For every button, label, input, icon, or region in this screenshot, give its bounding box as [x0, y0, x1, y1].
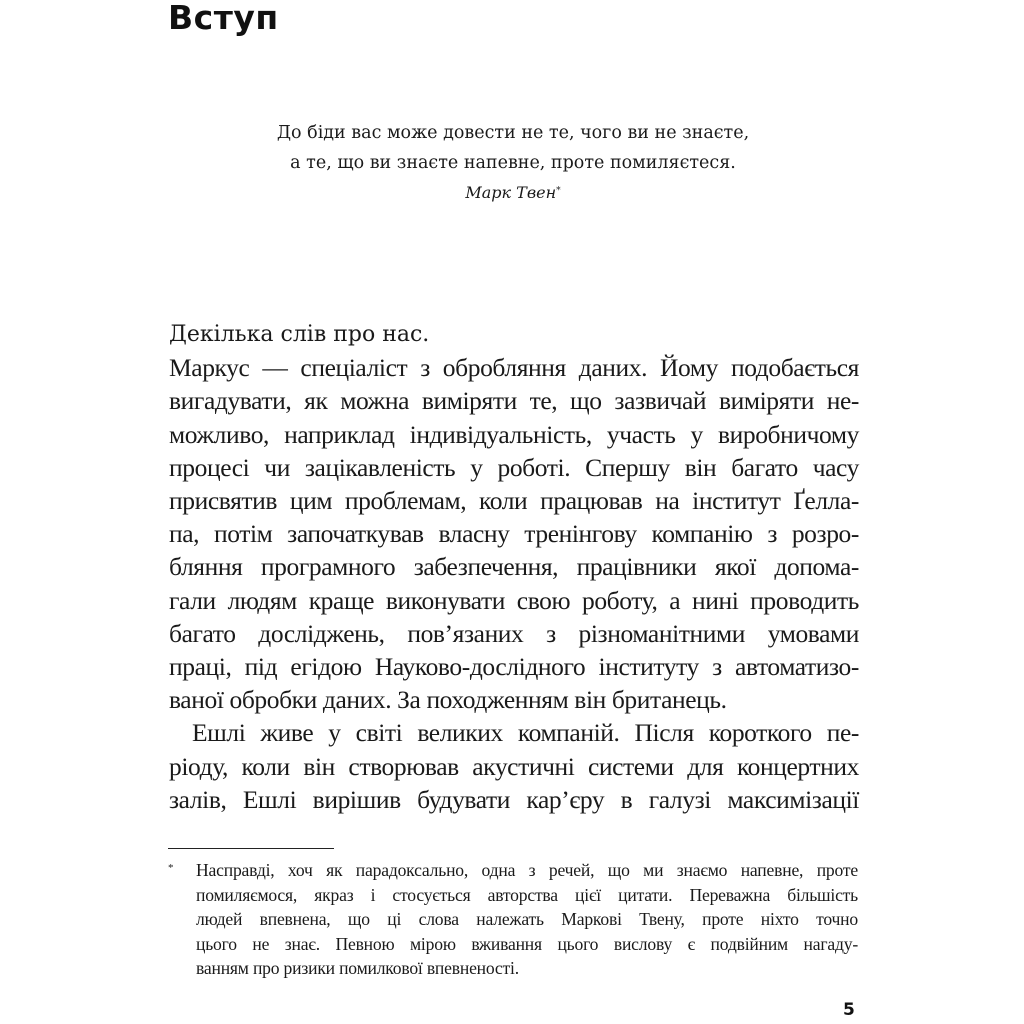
text-line: багато досліджень, пов’язаних з різноманітними умовами [169, 618, 859, 648]
footnote-line: помиляємося, якраз і стосується авторства цієї цитати. Переважна більшість [196, 884, 858, 905]
epigraph-author-name: Марк Твен [465, 183, 557, 202]
footnote-line: цього не знає. Певною мірою вживання цього вислову є подвійним нагаду- [196, 933, 858, 954]
text-line: ріоду, коли він створював акустичні системи для концертних [169, 751, 859, 781]
text-line: вигадувати, як можна виміряти те, що зазвичай виміряти не- [169, 386, 859, 416]
intro-line: Декілька слів про нас. [169, 322, 430, 347]
footnote-reference[interactable]: * [556, 186, 561, 196]
footnote-divider [168, 848, 334, 849]
footnote-line: ванням про ризики помилкової впевненості. [196, 958, 519, 978]
text-line: гали людям краще виконувати свою роботу, а нині проводить [169, 585, 859, 615]
footnote [168, 858, 858, 981]
footnote-line: людей впевнена, що ці слова належать Маркові Твену, проте ніхто точно [196, 909, 858, 929]
paragraph-ashley [169, 716, 859, 816]
text-line: процесі чи зацікавленість у роботі. Спершу він багато часу [169, 452, 859, 482]
epigraph-line: а те, що ви знаєте напевне, проте помиляєтеся. [290, 153, 736, 173]
text-line: Ешлі живе у світі великих компаній. Після короткого пе- [192, 718, 859, 748]
footnote-body [196, 858, 858, 981]
text-line: можливо, наприклад індивідуальність, участь у виробничому [169, 419, 859, 449]
text-line: ваної обробки даних. За походженням він британець. [169, 685, 727, 715]
epigraph-author [168, 180, 858, 206]
page-title: Вступ [168, 0, 279, 37]
text-line: праці, під егідою Науково-дослідного інституту з автоматизо- [169, 652, 859, 682]
page-number: 5 [843, 1000, 855, 1020]
body-text [169, 318, 859, 816]
text-line: па, потім започаткував власну тренінгову компанію з розро- [169, 519, 859, 549]
text-line: Маркус — спеціаліст з обробляння даних. Йому подобається [169, 353, 859, 383]
text-line: присвятив цим проблемам, коли працював на інститут Ґелла- [169, 486, 859, 516]
paragraph-markus [169, 351, 859, 716]
text-line: залів, Ешлі вирішив будувати кар’єру в галузі максимізації [169, 784, 859, 814]
footnote-line: Насправді, хоч як парадоксально, одна з речей, що ми знаємо напевне, проте [196, 860, 858, 880]
epigraph [168, 118, 858, 206]
footnote-marker: * [168, 862, 174, 874]
epigraph-line: До біди вас може довести не те, чого ви не знаєте, [276, 123, 750, 143]
text-line: бляння програмного забезпечення, працівники якої допома- [169, 552, 859, 582]
